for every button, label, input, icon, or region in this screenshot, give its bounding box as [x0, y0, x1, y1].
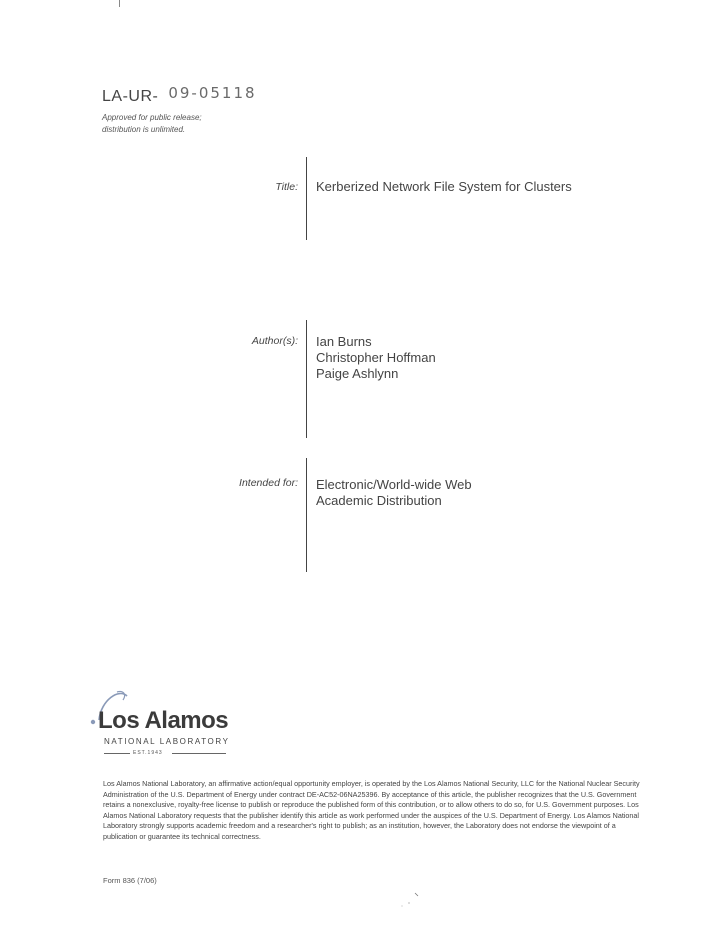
author-name: Christopher Hoffman [316, 350, 436, 365]
approval-line: Approved for public release; [102, 113, 202, 122]
author-name: Ian Burns [316, 334, 372, 349]
author-name: Paige Ashlynn [316, 366, 399, 381]
scan-mark [119, 0, 120, 7]
report-prefix: LA-UR- [102, 88, 159, 105]
document-title: Kerberized Network File System for Clusters [316, 179, 572, 194]
divider-rule [306, 458, 307, 572]
logo-rule [104, 753, 130, 754]
approval-statement [102, 112, 202, 136]
intended-list [316, 477, 472, 509]
handwritten-report-number: 09-05118 [168, 84, 257, 102]
intended-item: Electronic/World-wide Web [316, 477, 472, 492]
logo-subtitle: NATIONAL LABORATORY [104, 737, 230, 746]
logo-wordmark: Los Alamos [98, 707, 229, 734]
report-number [102, 84, 257, 106]
logo-established: EST.1943 [133, 750, 163, 756]
disclaimer-text: Los Alamos National Laboratory, an affirmative action/equal opportunity employer, is operated by the Los Alamos National Security, LLC for the National Nuclear Security Administration of the U.S. Department of Energy under contract DE-AC52-06NA25396. By acceptance of this article, the publisher recognizes that the U.S. Government retains a nonexclusive, royalty-free license to publish or reproduce the published form of this contribution, or to allow others to do so, for U.S. Government purposes. Los Alamos National Laboratory requests that the publisher identify this article as work performed under the auspices of the U.S. Department of Energy. Los Alamos National Laboratory strongly supports academic freedom and a researcher's right to publish; as an institution, however, the Laboratory does not endorse the viewpoint of a publication or guarantee its technical correctness. [103, 779, 640, 841]
approval-line: distribution is unlimited. [102, 125, 186, 134]
intended-item: Academic Distribution [316, 493, 442, 508]
author-list [316, 334, 436, 382]
form-number: Form 836 (7/06) [103, 876, 157, 885]
scan-specks [398, 890, 428, 910]
divider-rule [306, 320, 307, 438]
authors-label: Author(s): [251, 335, 298, 347]
intended-label: Intended for: [239, 477, 298, 489]
divider-rule [306, 157, 307, 240]
logo-rule [172, 753, 226, 754]
title-label: Title: [275, 181, 298, 193]
